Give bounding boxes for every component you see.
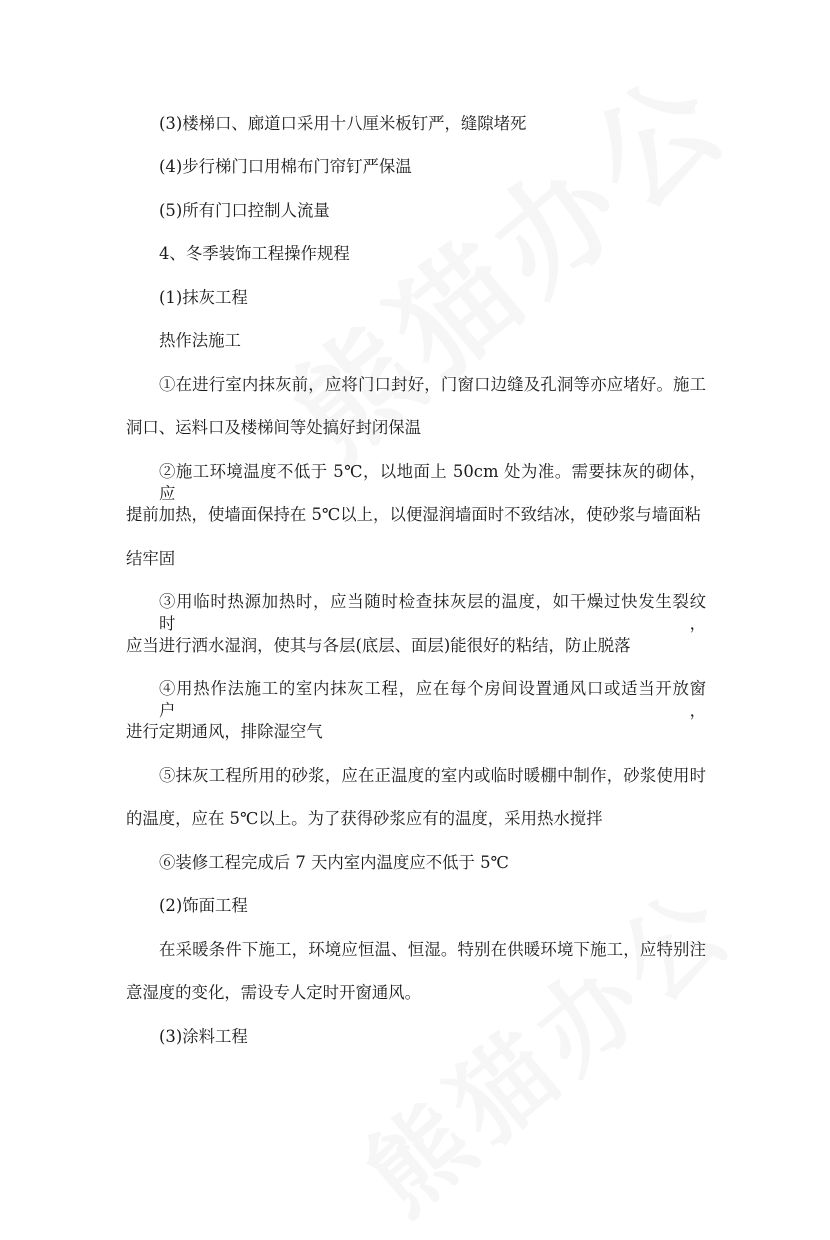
paragraph-line: 意湿度的变化，需设专人定时开窗通风。 bbox=[126, 983, 422, 1002]
paragraph-line: ⑥装修工程完成后 7 天内室内温度应不低于 5℃ bbox=[159, 853, 509, 872]
subsection-heading: (1)抹灰工程 bbox=[159, 288, 248, 307]
subsection-heading: (3)涂料工程 bbox=[159, 1027, 248, 1046]
paragraph-line: ⑤抹灰工程所用的砂浆，应在正温度的室内或临时暖棚中制作，砂浆使用时 bbox=[159, 766, 706, 785]
paragraph-line: (4)步行梯门口用棉布门帘钉严保温 bbox=[159, 157, 412, 176]
paragraph-line: 热作法施工 bbox=[159, 331, 241, 350]
paragraph-line: 结牢固 bbox=[126, 549, 176, 568]
paragraph-line: 在采暖条件下施工，环境应恒温、恒湿。特别在供暖环境下施工，应特别注 bbox=[159, 940, 706, 959]
subsection-heading: (2)饰面工程 bbox=[159, 896, 248, 915]
watermark-bottom bbox=[330, 847, 760, 1240]
paragraph-line: 的温度，应在 5℃以上。为了获得砂浆应有的温度，采用热水搅拌 bbox=[126, 809, 603, 828]
paragraph-line: 洞口、运料口及楼梯间等处搞好封闭保温 bbox=[126, 418, 422, 437]
paragraph-line: 进行定期通风，排除湿空气 bbox=[126, 722, 323, 741]
paragraph-line: ②施工环境温度不低于 5℃，以地面上 50cm 处为准。需要抹灰的砌体，应 bbox=[159, 462, 706, 503]
section-heading: 4、冬季装饰工程操作规程 bbox=[159, 244, 350, 263]
paragraph-line: 应当进行洒水湿润，使其与各层(底层、面层)能很好的粘结，防止脱落 bbox=[126, 636, 631, 655]
paragraph-line: ④用热作法施工的室内抹灰工程，应在每个房间设置通风口或适当开放窗户， bbox=[159, 679, 706, 720]
paragraph-line: ①在进行室内抹灰前，应将门口封好，门窗口边缝及孔洞等亦应堵好。施工 bbox=[159, 375, 706, 394]
paragraph-line: 提前加热，使墙面保持在 5℃以上，以便湿润墙面时不致结冰，使砂浆与墙面粘 bbox=[126, 505, 701, 524]
paragraph-line: (3)楼梯口、廊道口采用十八厘米板钉严，缝隙堵死 bbox=[159, 114, 527, 133]
paragraph-line: (5)所有门口控制人流量 bbox=[159, 201, 330, 220]
paragraph-line: ③用临时热源加热时，应当随时检查抹灰层的温度，如干燥过快发生裂纹时， bbox=[159, 592, 706, 633]
